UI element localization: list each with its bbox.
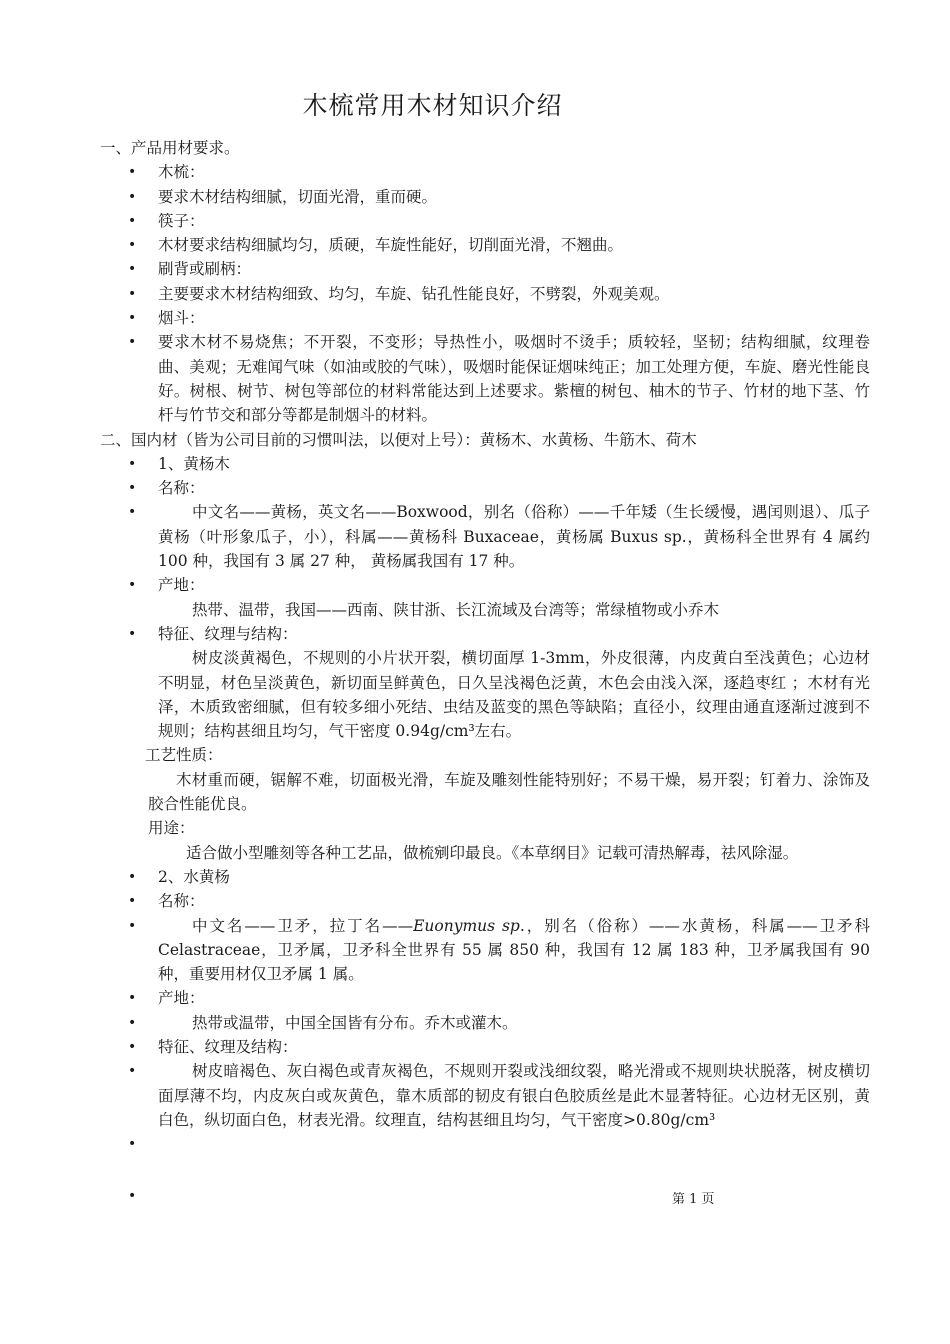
list-item: • 中文名——卫矛，拉丁名——Euonymus sp.，别名（俗称）——水黄杨，科属——卫矛科 Celastraceae，卫矛属，卫矛科全世界有 55 属 850 种，我国有 12 属 183 种，卫矛属我国有 90 种，重要用材仅卫矛属 1 属。 [100, 914, 870, 987]
bullet-icon: • [128, 261, 137, 278]
list-item: • 产地： [100, 986, 870, 1010]
section-heading: 二、国内材（皆为公司目前的习惯叫法，以便对上号）：黄杨木、水黄杨、牛筋木、荷木 [100, 430, 697, 449]
bullet-icon: • [128, 1063, 137, 1080]
bullet-icon: • [128, 1136, 137, 1153]
bullet-icon: • [128, 1038, 137, 1055]
list-item: • 产地： [100, 573, 870, 597]
list-item: • 名称： [100, 889, 870, 913]
list-item: • 1、黄杨木 [100, 452, 870, 476]
bullet-icon: • [128, 990, 137, 1007]
document-body [100, 136, 870, 1156]
bullet-icon: • [128, 285, 137, 302]
bullet-icon: • [128, 868, 137, 885]
bullet-icon: • [128, 917, 137, 934]
bullet-icon: • [128, 1188, 137, 1204]
bullet-icon: • [128, 310, 137, 327]
bullet-icon: • [128, 504, 137, 521]
page-number: 第 1 页 [672, 1192, 715, 1207]
bullet-icon: • [128, 1014, 137, 1031]
paragraph: 木材重而硬，锯解不难，切面极光滑，车旋及雕刻性能特别好；不易干燥，易开裂；钉着力、涂饰及胶合性能优良。 [148, 770, 870, 814]
bullet-icon: • [128, 212, 137, 229]
list-item: • 刷背或刷柄： [100, 257, 870, 281]
paragraph: 适合做小型雕刻等各种工艺品，做梳剜印最良。《本草纲目》记载可清热解毒，祛风除湿。 [186, 843, 799, 862]
list-item: • 特征、纹理与结构： [100, 622, 870, 646]
list-item: • 2、水黄杨 [100, 865, 870, 889]
sub-heading: 工艺性质： [145, 746, 223, 765]
paragraph: 热带、温带，我国——西南、陕甘浙、长江流域及台湾等；常绿植物或小乔木 [192, 600, 720, 619]
latin-name: Euonymus sp. [413, 916, 525, 935]
bullet-icon: • [128, 237, 137, 254]
list-item: • 主要要求木材结构细致、均匀，车旋、钻孔性能良好，不劈裂，外观美观。 [100, 282, 870, 306]
list-item: • 树皮暗褐色、灰白褐色或青灰褐色，不规则开裂或浅细纹裂，略光滑或不规则块状脱落，树皮横切面厚薄不均，内皮灰白或灰黄色，靠木质部的韧皮有银白色胶质丝是此木显著特征。心边材无区别，黄白色，纵切面白色，材表光滑。纹理直，结构甚细且均匀，气干密度>0.80g/cm³ [100, 1059, 870, 1132]
bullet-icon: • [128, 625, 137, 642]
bullet-icon: • [128, 164, 137, 181]
section-heading: 一、产品用材要求。 [100, 139, 240, 157]
paragraph: 树皮淡黄褐色，不规则的小片状开裂，横切面厚 1-3mm，外皮很薄，内皮黄白至浅黄色；心边材不明显，材色呈淡黄色，新切面呈鲜黄色，日久呈浅褐色泛黄，木色会由浅入深，逐趋枣红 ；木材有光泽，木质致密细腻，但有较多细小死结、虫结及蓝变的黑色等缺陷；直径小，纹理由通直逐渐过渡到不规则；结构甚细且均匀，气干密度 0.94g/cm³左右。 [158, 649, 870, 741]
bullet-icon: • [128, 577, 137, 594]
bullet-icon: • [128, 480, 137, 497]
list-item: • 要求木材不易烧焦；不开裂，不变形；导热性小，吸烟时不烫手；质较轻，坚韧；结构细腻，纹理卷曲、美观；无难闻气味（如油或胶的气味），吸烟时能保证烟味纯正；加工处理方便，车旋、磨光性能良好。树根、树节、树包等部位的材料常能达到上述要求。紫檀的树包、柚木的节子、竹材的地下茎、竹杆与竹节交和部分等都是制烟斗的材料。 [100, 330, 870, 427]
list-item: • 名称： [100, 476, 870, 500]
sub-heading: 用途： [148, 819, 195, 838]
bullet-icon: • [128, 455, 137, 472]
bullet-icon: • [128, 188, 137, 205]
document-title: 木梳常用木材知识介绍 [302, 91, 563, 120]
list-item: • 中文名——黄杨，英文名——Boxwood，别名（俗称）——千年矮（生长缓慢，遇闰则退）、瓜子黄杨（叶形象瓜子，小），科属——黄杨科 Buxaceae，黄杨属 Buxus sp.，黄杨科全世界有 4 属约 100 种，我国有 3 属 27 种， 黄杨属我国有 17 种。 [100, 500, 870, 573]
list-item: • 烟斗： [100, 306, 870, 330]
bullet-icon: • [128, 334, 137, 351]
list-item: • 热带或温带，中国全国皆有分布。乔木或灌木。 [100, 1011, 870, 1035]
list-item: • 木梳： [100, 160, 870, 184]
bullet-icon: • [128, 893, 137, 910]
list-item: • 要求木材结构细腻，切面光滑，重而硬。 [100, 185, 870, 209]
list-item [100, 1132, 870, 1156]
list-item: • 特征、纹理及结构： [100, 1035, 870, 1059]
list-item: • 筷子： [100, 209, 870, 233]
list-item: • 木材要求结构细腻均匀，质硬，车旋性能好，切削面光滑，不翘曲。 [100, 233, 870, 257]
